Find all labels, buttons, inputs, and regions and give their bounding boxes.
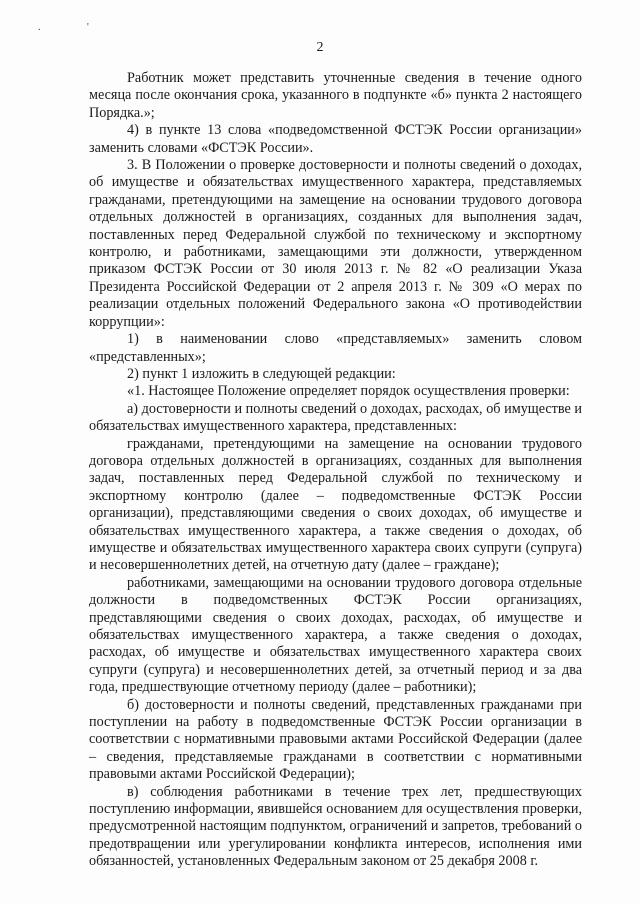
document-body — [89, 70, 582, 871]
paragraph: 3. В Положении о проверке достоверности и полноты сведений о доходах, об имуществе и обязательствах имущественного характера, представляемых гражданами, претендующими на замещение на основании трудового договора отдельных должностей в организациях, созданных для выполнения задач, поставленных перед Федеральной службой по техническому и экспортному контролю, и работниками, замещающими эти должности, утвержденном приказом ФСТЭК России от 30 июля 2013 г. № 82 «О реализации Указа Президента Российской Федерации от 2 апреля 2013 г. № 309 «О мерах по реализации отдельных положений Федерального закона «О противодействии коррупции»: — [89, 157, 582, 330]
paragraph: «1. Настоящее Положение определяет порядок осуществления проверки: — [127, 383, 570, 400]
paragraph: 4) в пункте 13 слова «подведомственной ФСТЭК России организации» заменить словами «ФСТЭК России». — [89, 122, 582, 156]
page-number: 2 — [316, 40, 324, 55]
paragraph: б) достоверности и полноты сведений, представленных гражданами при поступлении на работу в подведомственные ФСТЭК России организации в соответствии с нормативными правовыми актами Российской Федерации (далее – сведения, представляемые гражданами в соответствии с нормативными правовыми актами Российской Федерации); — [89, 696, 582, 783]
paragraph: работниками, замещающими на основании трудового договора отдельные должности в подведомственных ФСТЭК России организациях, представляющими сведения о своих доходах, расходах, об имуществе и обязательствах имущественного характера, а также сведения о доходах, расходах, об имуществе и обязательствах имущественного характера своих супруги (супруга) и несовершеннолетних детей, за отчетный период и за два года, предшествующие отчетному периоду (далее – работники); — [89, 574, 582, 696]
paragraph: Работник может представить уточненные сведения в течение одного месяца после окончания срока, указанного в подпункте «б» пункта 2 настоящего Порядка.»; — [89, 70, 582, 121]
paragraph: гражданами, претендующими на замещение на основании трудового договора отдельных должностей в организациях, созданных для выполнения задач, поставленных перед Федеральной службой по техническому и экспортному контролю (далее – подведомственные ФСТЭК России организации), представляющими сведения о своих доходах, об имуществе и обязательствах имущественного характера, а также сведения о доходах, об имуществе и обязательствах имущественного характера своих супруги (супруга) и несовершеннолетних детей, на отчетную дату (далее – граждане); — [89, 435, 582, 574]
paragraph: 1) в наименовании слово «представляемых» заменить словом «представленных»; — [89, 331, 582, 365]
scan-specks: . ' — [38, 22, 111, 33]
paragraph: в) соблюдения работниками в течение трех лет, предшествующих поступлению информации, явившейся основанием для осуществления проверки, предусмотренной настоящим подпунктом, ограничений и запретов, требований о предотвращении или урегулировании конфликта интересов, исполнения ими обязанностей, установленных Федеральным законом от 25 декабря 2008 г. — [89, 783, 582, 870]
paragraph: 2) пункт 1 изложить в следующей редакции: — [127, 365, 396, 382]
paragraph: а) достоверности и полноты сведений о доходах, расходах, об имуществе и обязательствах имущественного характера, представленных: — [89, 400, 582, 435]
